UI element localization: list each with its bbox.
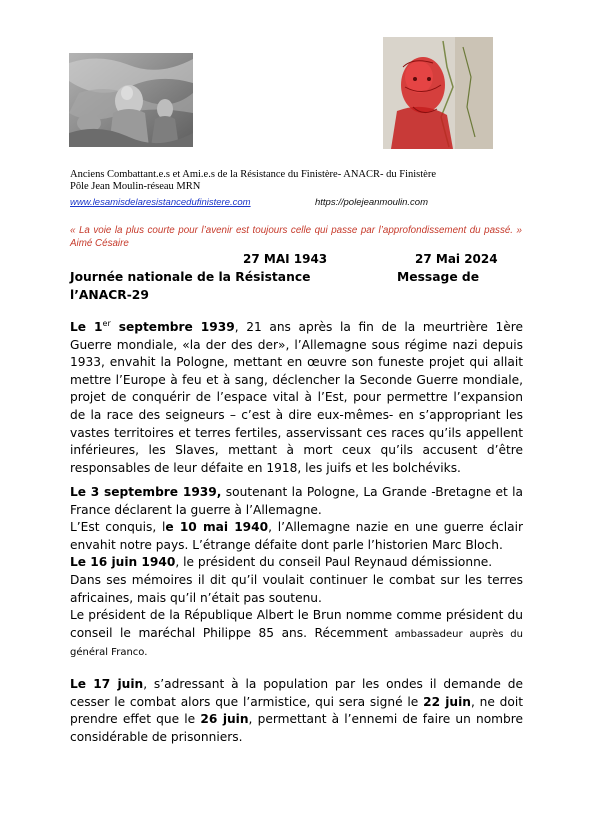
para7-bold1: Le 17 juin: [70, 677, 144, 691]
paragraph-president: [70, 607, 523, 662]
para2-bold: Le 3 septembre 1939,: [70, 485, 222, 499]
paragraph-16-juin: [70, 554, 523, 572]
para3-bold: e 10 mai 1940: [165, 520, 269, 535]
cesaire-quote: « La voie la plus courte pour l’avenir est toujours celle qui passe par l’approfondissement du passé. » Aimé Césaire: [70, 225, 522, 249]
para1-intro: Le 1: [70, 320, 103, 334]
monument-photo: [69, 53, 193, 147]
portrait-drawing: [383, 37, 493, 149]
para3-text: , l’Allemagne nazie en une guerre éclair envahit notre pays. L’étrange défaite dont parle l’historien Marc Bloch.: [70, 520, 523, 552]
para6-small: ambassadeur auprès du général Franco.: [70, 628, 523, 659]
organisation-name: Anciens Combattant.e.s et Ami.e.s de la Résistance du Finistère- ANACR- du Finistère: [70, 169, 436, 180]
paragraphs-1939-1940: [70, 484, 523, 662]
website-link-amis[interactable]: www.lesamisdelaresistancedufinistere.com: [70, 197, 251, 208]
para2-text: soutenant la Pologne, La Grande -Bretagne et la France déclarent la guerre à l’Allemagne.: [70, 485, 523, 517]
title-anacr: l’ANACR-29: [70, 288, 149, 302]
website-links: [70, 197, 429, 208]
para4-bold: Le 16 juin 1940: [70, 555, 176, 570]
title-journee: Journée nationale de la Résistance: [70, 270, 311, 284]
para6-text: Le président de la République Albert le Brun nomme comme président du conseil le maréchal Philippe 85 ans. Récemment: [70, 608, 523, 640]
title-message: Message de: [397, 270, 480, 284]
paragraph-1939-invasion: [70, 319, 523, 477]
para1-text: , 21 ans après la fin de la meurtrière 1ère Guerre mondiale, «la der des der», l’Allemagne sous régime nazi depuis 1933, envahit la Pologne, mettant en œuvre son funeste projet qui allait mettre l’Europe à feu et à sang, déclencher la Seconde Guerre mondiale, projet de conquérir de l’espace vital à l’Est, pour permettre l’expansion de la race des seigneurs – c’est à dire eux-mêmes- en s’appropriant les vastes territoires et terres fertiles, asservissant ces races qu’ils appellent inférieures, les Slaves, mettant à mort ceux qu’ils accusent d’être responsables de leur défaite en 1918, les juifs et les bolchéviks.: [70, 320, 523, 475]
para4-text: , le président du conseil Paul Reynaud démissionne.: [175, 555, 493, 570]
para7-bold3: 26 juin: [200, 712, 249, 727]
para7-t2: , ne doit prendre effet que le: [70, 694, 523, 727]
date-2024: 27 Mai 2024: [415, 252, 498, 266]
date-1943: 27 MAI 1943: [243, 252, 328, 266]
paragraph-3-september: [70, 484, 523, 519]
para3-pre: L’Est conquis, l: [70, 520, 166, 535]
paragraph-memoires: Dans ses mémoires il dit qu’il voulait continuer le combat sur les terres africaines, mais qu’il n’était pas soutenu.: [70, 572, 523, 605]
organisation-subtitle: Pôle Jean Moulin-réseau MRN: [70, 181, 201, 192]
para1-sup: er: [102, 318, 111, 328]
para7-t3: , permettant à l’ennemi de faire un nombre considérable de prisonniers.: [70, 712, 523, 744]
website-link-polejeanmoulin[interactable]: https://polejeanmoulin.com: [315, 197, 429, 208]
para1-date: septembre 1939: [110, 320, 235, 334]
para7-t1: , s’adressant à la population par les ondes il demande de cesser le combat alors que l’armistice, qui sera signé le: [70, 677, 524, 709]
para7-bold2: 22 juin: [423, 694, 471, 709]
paragraph-10-mai: [70, 519, 523, 554]
paragraph-17-juin: [70, 676, 523, 746]
